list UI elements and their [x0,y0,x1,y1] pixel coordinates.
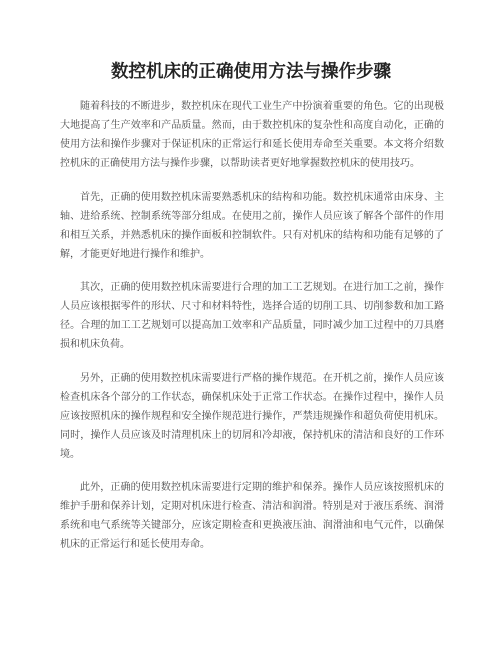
document-title: 数控机床的正确使用方法与操作步骤 [111,62,391,82]
paragraph-4: 另外，正确的使用数控机床需要进行严格的操作规范。在开机之前，操作人员应该检查机床各个部分的工作状态，确保机床处于正常工作状态。在操作过程中，操作人员应该按照机床的操作规程和安全操作规范进行操作，严禁违规操作和超负荷使用机床。同时，操作人员应该及时清理机床上的切屑和冷却液，保持机床的清洁和良好的工作环境。 [60,372,444,460]
paragraph-1: 随着科技的不断进步，数控机床在现代工业生产中扮演着重要的角色。它的出现极大地提高了生产效率和产品质量。然而，由于数控机床的复杂性和高度自动化，正确的使用方法和操作步骤对于保证机床的正常运行和延长使用寿命至关重要。本文将介绍数控机床的正确使用方法与操作步骤，以帮助读者更好地掌握数控机床的使用技巧。 [60,101,444,169]
paragraph-3: 其次，正确的使用数控机床需要进行合理的加工工艺规划。在进行加工之前，操作人员应该根据零件的形状、尺寸和材料特性，选择合适的切削工具、切削参数和加工路径。合理的加工工艺规划可以提高加工效率和产品质量，同时减少加工过程中的刀具磨损和机床负荷。 [60,282,444,350]
paragraph-5: 此外，正确的使用数控机床需要进行定期的维护和保养。操作人员应该按照机床的维护手册和保养计划，定期对机床进行检查、清洁和润滑。特别是对于液压系统、润滑系统和电气系统等关键部分，应该定期检查和更换液压油、润滑油和电气元件，以确保机床的正常运行和延长使用寿命。 [60,482,444,550]
document-body [60,97,444,569]
paragraph-2: 首先，正确的使用数控机床需要熟悉机床的结构和功能。数控机床通常由床身、主轴、进给系统、控制系统等部分组成。在使用之前，操作人员应该了解各个部件的作用和相互关系，并熟悉机床的操作面板和控制软件。只有对机床的结构和功能有足够的了解，才能更好地进行操作和维护。 [60,191,444,260]
